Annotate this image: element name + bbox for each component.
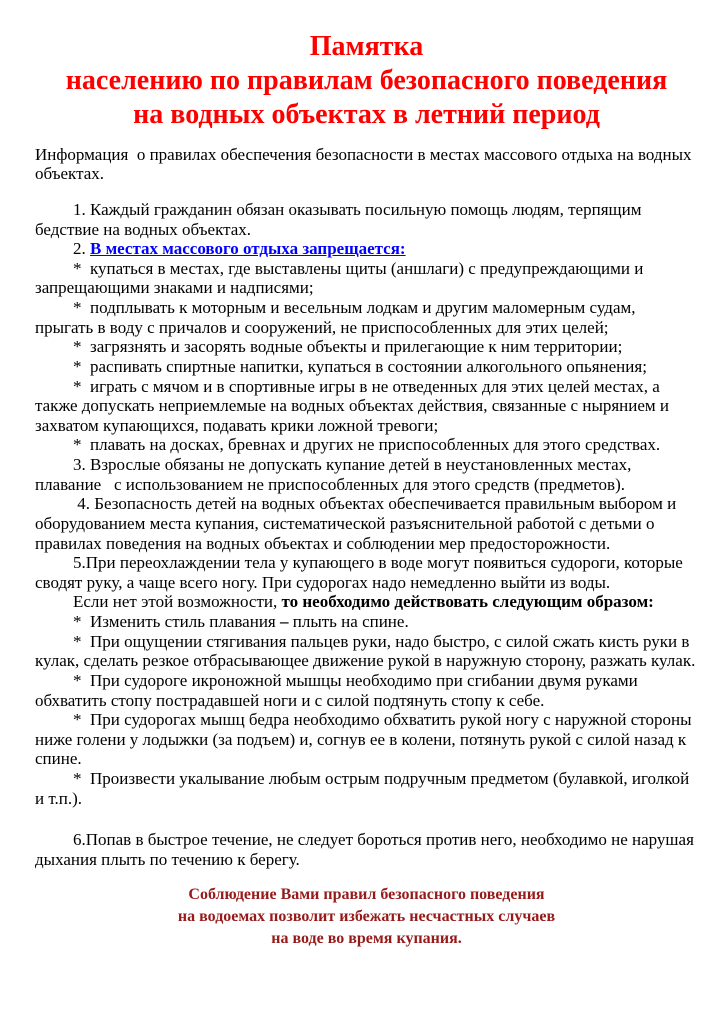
- spacer: [35, 184, 698, 200]
- cramps-action-lead: [35, 592, 698, 612]
- bullet-pin-prick: * Произвести укалывание любым острым подручным предметом (булавкой, иголкой и т.п.).: [35, 769, 694, 808]
- bullet-no-boards-logs: * плавать на досках, бревнах и других не приспособленных для этого средствах.: [73, 435, 661, 455]
- footer-line-2: на водоемах позволит избежать несчастных случаев: [177, 907, 556, 925]
- title-line-2: населению по правилам безопасного поведения: [65, 64, 668, 96]
- bullet-no-littering: * загрязнять и засорять водные объекты и прилегающие к ним территории;: [73, 337, 623, 357]
- paragraph-help-duty: 1. Каждый гражданин обязан оказывать посильную помощь людям, терпящим бедствие на водных объектах.: [35, 199, 646, 239]
- rules-heading-link[interactable]: В местах массового отдыха запрещается:: [90, 239, 406, 259]
- bullet-hand-cramp: * При ощущении стягивания пальцев руки, надо быстро, с силой сжать кисть руки в кулак, сделать резкое отбрасывающее движение рукой в наружную сторону, разжать кулак.: [35, 631, 696, 671]
- swim-style-text: * Изменить стиль плавания: [73, 612, 280, 631]
- rules-heading: [35, 239, 698, 259]
- bullet-thigh-cramp: * При судорогах мышц бедра необходимо обхватить рукой ногу с наружной стороны ниже голени у лодыжки (за подъем) и, согнув ее в колени, потянуть рукой с силой назад к спине.: [35, 710, 696, 769]
- lead-regular-text: Если нет этой возможности,: [73, 592, 282, 612]
- document-title: [35, 30, 698, 132]
- document-footer: [35, 884, 698, 951]
- paragraph-adults-children: 3. Взрослые обязаны не допускать купание детей в неустановленных местах, плавание с использованием не приспособленных для этого средств (предметов).: [35, 455, 636, 494]
- lead-bold-text: то необходимо действовать следующим образом:: [281, 592, 654, 612]
- paragraph-children-safety: 4. Безопасность детей на водных объектах обеспечивается правильным выбором и оборудованием места купания, систематической разъяснительной работой с детьми о правилах поведения на водных объектах и соблюдении мер предосторожности.: [35, 494, 681, 553]
- swim-style-tail: плыть на спине.: [288, 612, 409, 631]
- paragraph-cramps: 5.При переохлаждении тела у купающего в воде могут появиться судороги, которые сводят руку, а чаще всего ногу. При судорогах надо немедленно выйти из воды.: [35, 553, 688, 592]
- bullet-calf-cramp: * При судороге икроножной мышцы необходимо при сгибании двумя руками обхватить стопу пострадавшей ноги и с силой подтянуть стопу к себе.: [35, 670, 643, 710]
- footer-line-1: Соблюдение Вами правил безопасного поведения: [188, 885, 545, 903]
- bullet-change-swim-style: [35, 612, 698, 632]
- title-line-3: на водных объектах в летний период: [133, 98, 600, 130]
- bullet-no-boats-jumping: * подплывать к моторным и весельным лодкам и другим маломерным судам, прыгать в воду с причалов и сооружений, не приспособленных для этих целей;: [35, 298, 640, 337]
- bullet-no-alcohol: * распивать спиртные напитки, купаться в состоянии алкогольного опьянения;: [73, 356, 647, 376]
- bullet-no-games: * играть с мячом и в спортивные игры в не отведенных для этих целей местах, а также допускать неприемлемые на водных объектах действия, связанные с нырянием и захватом купающихся, подавать крики ложной тревоги;: [35, 376, 674, 435]
- rules-heading-number: 2.: [73, 239, 90, 259]
- footer-line-3: на воде во время купания.: [271, 930, 462, 948]
- intro-paragraph: Информация о правилах обеспечения безопасности в местах массового отдыха на водных объектах.: [35, 144, 696, 184]
- spacer: [35, 808, 698, 830]
- bullet-no-swimming-signs: * купаться в местах, где выставлены щиты (аншлаги) с предупреждающими и запрещающими знаками и надписями;: [35, 258, 648, 298]
- swim-style-dash: –: [279, 612, 289, 631]
- paragraph-fast-current: 6.Попав в быстрое течение, не следует бороться против него, необходимо не нарушая дыхания плыть по течению к берегу.: [35, 830, 699, 869]
- title-line-1: Памятка: [309, 31, 424, 62]
